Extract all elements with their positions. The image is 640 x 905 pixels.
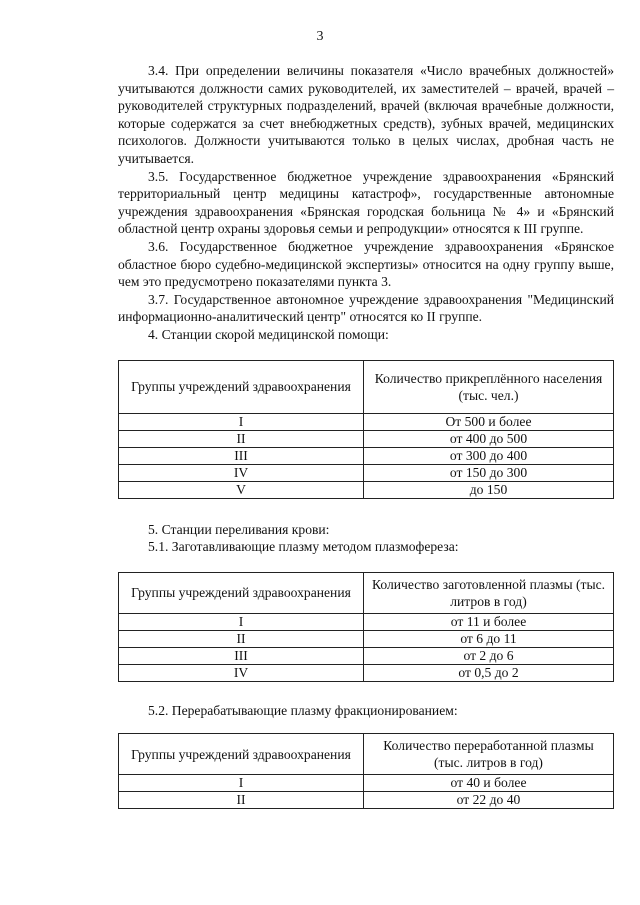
group-cell: II (119, 792, 364, 809)
table-row (119, 775, 614, 792)
table-header-row (119, 572, 614, 613)
table-ambulance (118, 360, 614, 499)
group-cell: I (119, 613, 364, 630)
group-cell: IV (119, 664, 364, 681)
document-body (118, 62, 614, 809)
table-fractionation (118, 733, 614, 809)
paragraph-3-7: 3.7. Государственное автономное учреждение здравоохранения "Медицинский информационно-аналитический центр" относятся ко II группе. (118, 291, 614, 325)
paragraph-3-4: 3.4. При определении величины показателя «Число врачебных должностей» учитываются должности самих руководителей, их заместителей – врачей, врачей – руководителей структурных подразделений, врачей (включая врачебные должности, которые содержатся за счет внебюджетных средств), зубных врачей, медицинских психологов. Должности учитываются только в целых числах, дробная часть не учитывается. (118, 63, 614, 166)
column-header: Количество прикреплённого населения (тыс. чел.) (364, 360, 614, 413)
table-row (119, 481, 614, 498)
value-cell: от 11 и более (364, 613, 614, 630)
table-row (119, 447, 614, 464)
group-cell: V (119, 481, 364, 498)
value-cell: От 500 и более (364, 413, 614, 430)
table-row (119, 413, 614, 430)
value-cell: от 150 до 300 (364, 464, 614, 481)
value-cell: от 300 до 400 (364, 447, 614, 464)
heading-blood-stations: 5. Станции переливания крови: (148, 521, 330, 537)
table-row (119, 792, 614, 809)
table-row (119, 647, 614, 664)
paragraph-3-5: 3.5. Государственное бюджетное учреждение здравоохранения «Брянский территориальный центр медицины катастроф», государственные автономные учреждения здравоохранения «Брянская городская больница № 4» и «Брянский областной центр охраны здоровья семьи и репродукции» относятся к III группе. (118, 168, 614, 237)
page-number: 3 (316, 29, 324, 44)
heading-plasmapheresis: 5.1. Заготавливающие плазму методом плазмофереза: (148, 539, 459, 555)
heading-fractionation: 5.2. Перерабатывающие плазму фракционированием: (148, 702, 458, 718)
table-row (119, 613, 614, 630)
column-header: Группы учреждений здравоохранения (119, 572, 364, 613)
group-cell: I (119, 413, 364, 430)
value-cell: до 150 (364, 481, 614, 498)
column-header: Группы учреждений здравоохранения (119, 360, 364, 413)
table-row (119, 464, 614, 481)
value-cell: от 0,5 до 2 (364, 664, 614, 681)
column-header: Группы учреждений здравоохранения (119, 734, 364, 775)
table-header-row (119, 734, 614, 775)
group-cell: IV (119, 464, 364, 481)
value-cell: от 2 до 6 (364, 647, 614, 664)
group-cell: I (119, 775, 364, 792)
value-cell: от 22 до 40 (364, 792, 614, 809)
value-cell: от 400 до 500 (364, 430, 614, 447)
group-cell: III (119, 447, 364, 464)
group-cell: II (119, 430, 364, 447)
value-cell: от 6 до 11 (364, 630, 614, 647)
table-row (119, 664, 614, 681)
group-cell: III (119, 647, 364, 664)
table-header-row (119, 360, 614, 413)
table-plasmapheresis (118, 572, 614, 682)
heading-ambulance-stations: 4. Станции скорой медицинской помощи: (148, 326, 389, 342)
table-row (119, 430, 614, 447)
column-header: Количество переработанной плазмы (тыс. литров в год) (364, 734, 614, 775)
value-cell: от 40 и более (364, 775, 614, 792)
table-row (119, 630, 614, 647)
column-header: Количество заготовленной плазмы (тыс. литров в год) (364, 572, 614, 613)
paragraph-3-6: 3.6. Государственное бюджетное учреждение здравоохранения «Брянское областное бюро судебно-медицинской экспертизы» относится на одну группу выше, чем это предусмотрено показателями пункта 3. (118, 238, 614, 290)
group-cell: II (119, 630, 364, 647)
